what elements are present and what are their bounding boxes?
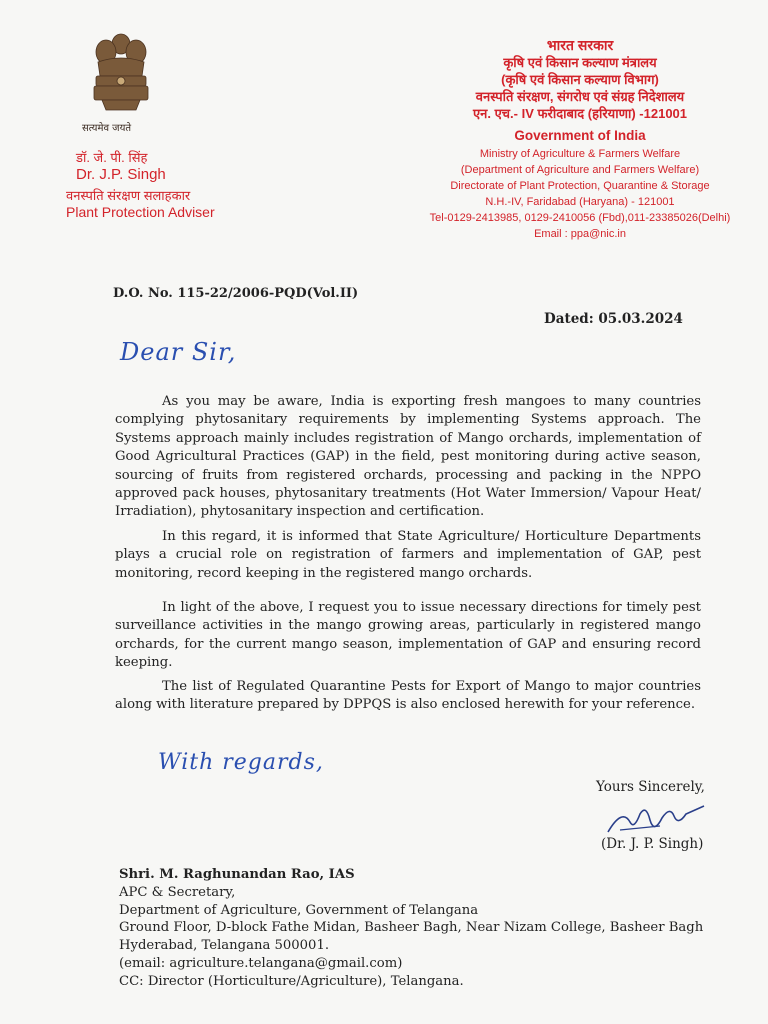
letter-date: Dated: 05.03.2024 <box>544 311 683 327</box>
sender-name-hindi: डॉ. जे. पी. सिंह <box>76 150 148 165</box>
office-hindi-line-2: कृषि एवं किसान कल्याण मंत्रालय <box>503 55 657 70</box>
signatory-name: (Dr. J. P. Singh) <box>601 836 704 852</box>
recipient-address <box>119 866 719 991</box>
office-telephone: Tel-0129-2413985, 0129-2410056 (Fbd),011-23385026(Delhi) <box>429 212 731 224</box>
office-hindi-line-4: वनस्पति संरक्षण, संगरोध एवं संग्रह निदेशालय <box>475 89 685 104</box>
signature-icon <box>600 800 710 840</box>
body-paragraph: The list of Regulated Quarantine Pests for Export of Mango to major countries along with literature prepared by DPPQS is also enclosed herewith for your reference. <box>115 679 701 713</box>
reference-number: D.O. No. 115-22/2006-PQD(Vol.II) <box>113 286 359 301</box>
sender-name: Dr. J.P. Singh <box>76 166 166 183</box>
recipient-line: Ground Floor, D-block Fathe Midan, Basheer Bagh, Near Nizam College, Basheer Bagh <box>119 920 704 936</box>
body-paragraph: In light of the above, I request you to issue necessary directions for timely pest surveillance activities in the mango growing areas, particularly in registered mango orchards, for the current mango season, implementation of GAP and ensuring record keeping. <box>115 600 701 671</box>
office-email: Email : ppa@nic.in <box>534 228 626 240</box>
office-address: N.H.-IV, Faridabad (Haryana) - 121001 <box>485 196 675 208</box>
office-government: Government of India <box>514 128 646 143</box>
sender-title: Plant Protection Adviser <box>66 204 215 220</box>
sender-title-hindi: वनस्पति संरक्षण सलाहकार <box>66 188 191 203</box>
office-ministry: Ministry of Agriculture & Farmers Welfare <box>479 148 681 160</box>
yours-sincerely: Yours Sincerely, <box>596 779 705 795</box>
office-hindi-line-5: एन. एच.- IV फरीदाबाद (हरियाणा) -121001 <box>472 106 688 121</box>
office-directorate: Directorate of Plant Protection, Quarantine & Storage <box>450 180 710 192</box>
office-department: (Department of Agriculture and Farmers Welfare) <box>460 164 700 176</box>
recipient-email: (email: agriculture.telangana@gmail.com) <box>119 955 403 971</box>
cc-line: CC: Director (Horticulture/Agriculture), Telangana. <box>119 973 464 989</box>
body-paragraph: As you may be aware, India is exporting fresh mangoes to many countries complying phytosanitary requirements by implementing Systems approach. The Systems approach mainly includes registration of Mango orchards, implementation of Good Agricultural Practices (GAP) in the field, pest monitoring during active season, sourcing of fruits from registered orchards, processing and packing in the NPPO approved pack houses, phytosanitary treatments (Hot Water Immersion/ Vapour Heat/ Irradiation), phytosanitary inspection and certification. <box>115 394 701 520</box>
emblem-motto: सत्यमेव जयते <box>82 123 132 134</box>
closing-regards: With regards, <box>158 750 324 775</box>
salutation: Dear Sir, <box>120 338 237 366</box>
body-paragraph: In this regard, it is informed that State Agriculture/ Horticulture Departments plays a crucial role on registration of farmers and implementation of GAP, pest monitoring, record keeping in the registered mango orchards. <box>115 529 701 581</box>
recipient-line: Department of Agriculture, Government of Telangana <box>119 902 479 918</box>
national-emblem-icon <box>84 28 158 120</box>
recipient-name: Shri. M. Raghunandan Rao, IAS <box>119 867 355 882</box>
office-hindi-line-3: (कृषि एवं किसान कल्याण विभाग) <box>501 72 659 87</box>
recipient-line: APC & Secretary, <box>119 884 236 900</box>
office-hindi-line-1: भारत सरकार <box>546 37 614 53</box>
recipient-line: Hyderabad, Telangana 500001. <box>119 938 330 954</box>
